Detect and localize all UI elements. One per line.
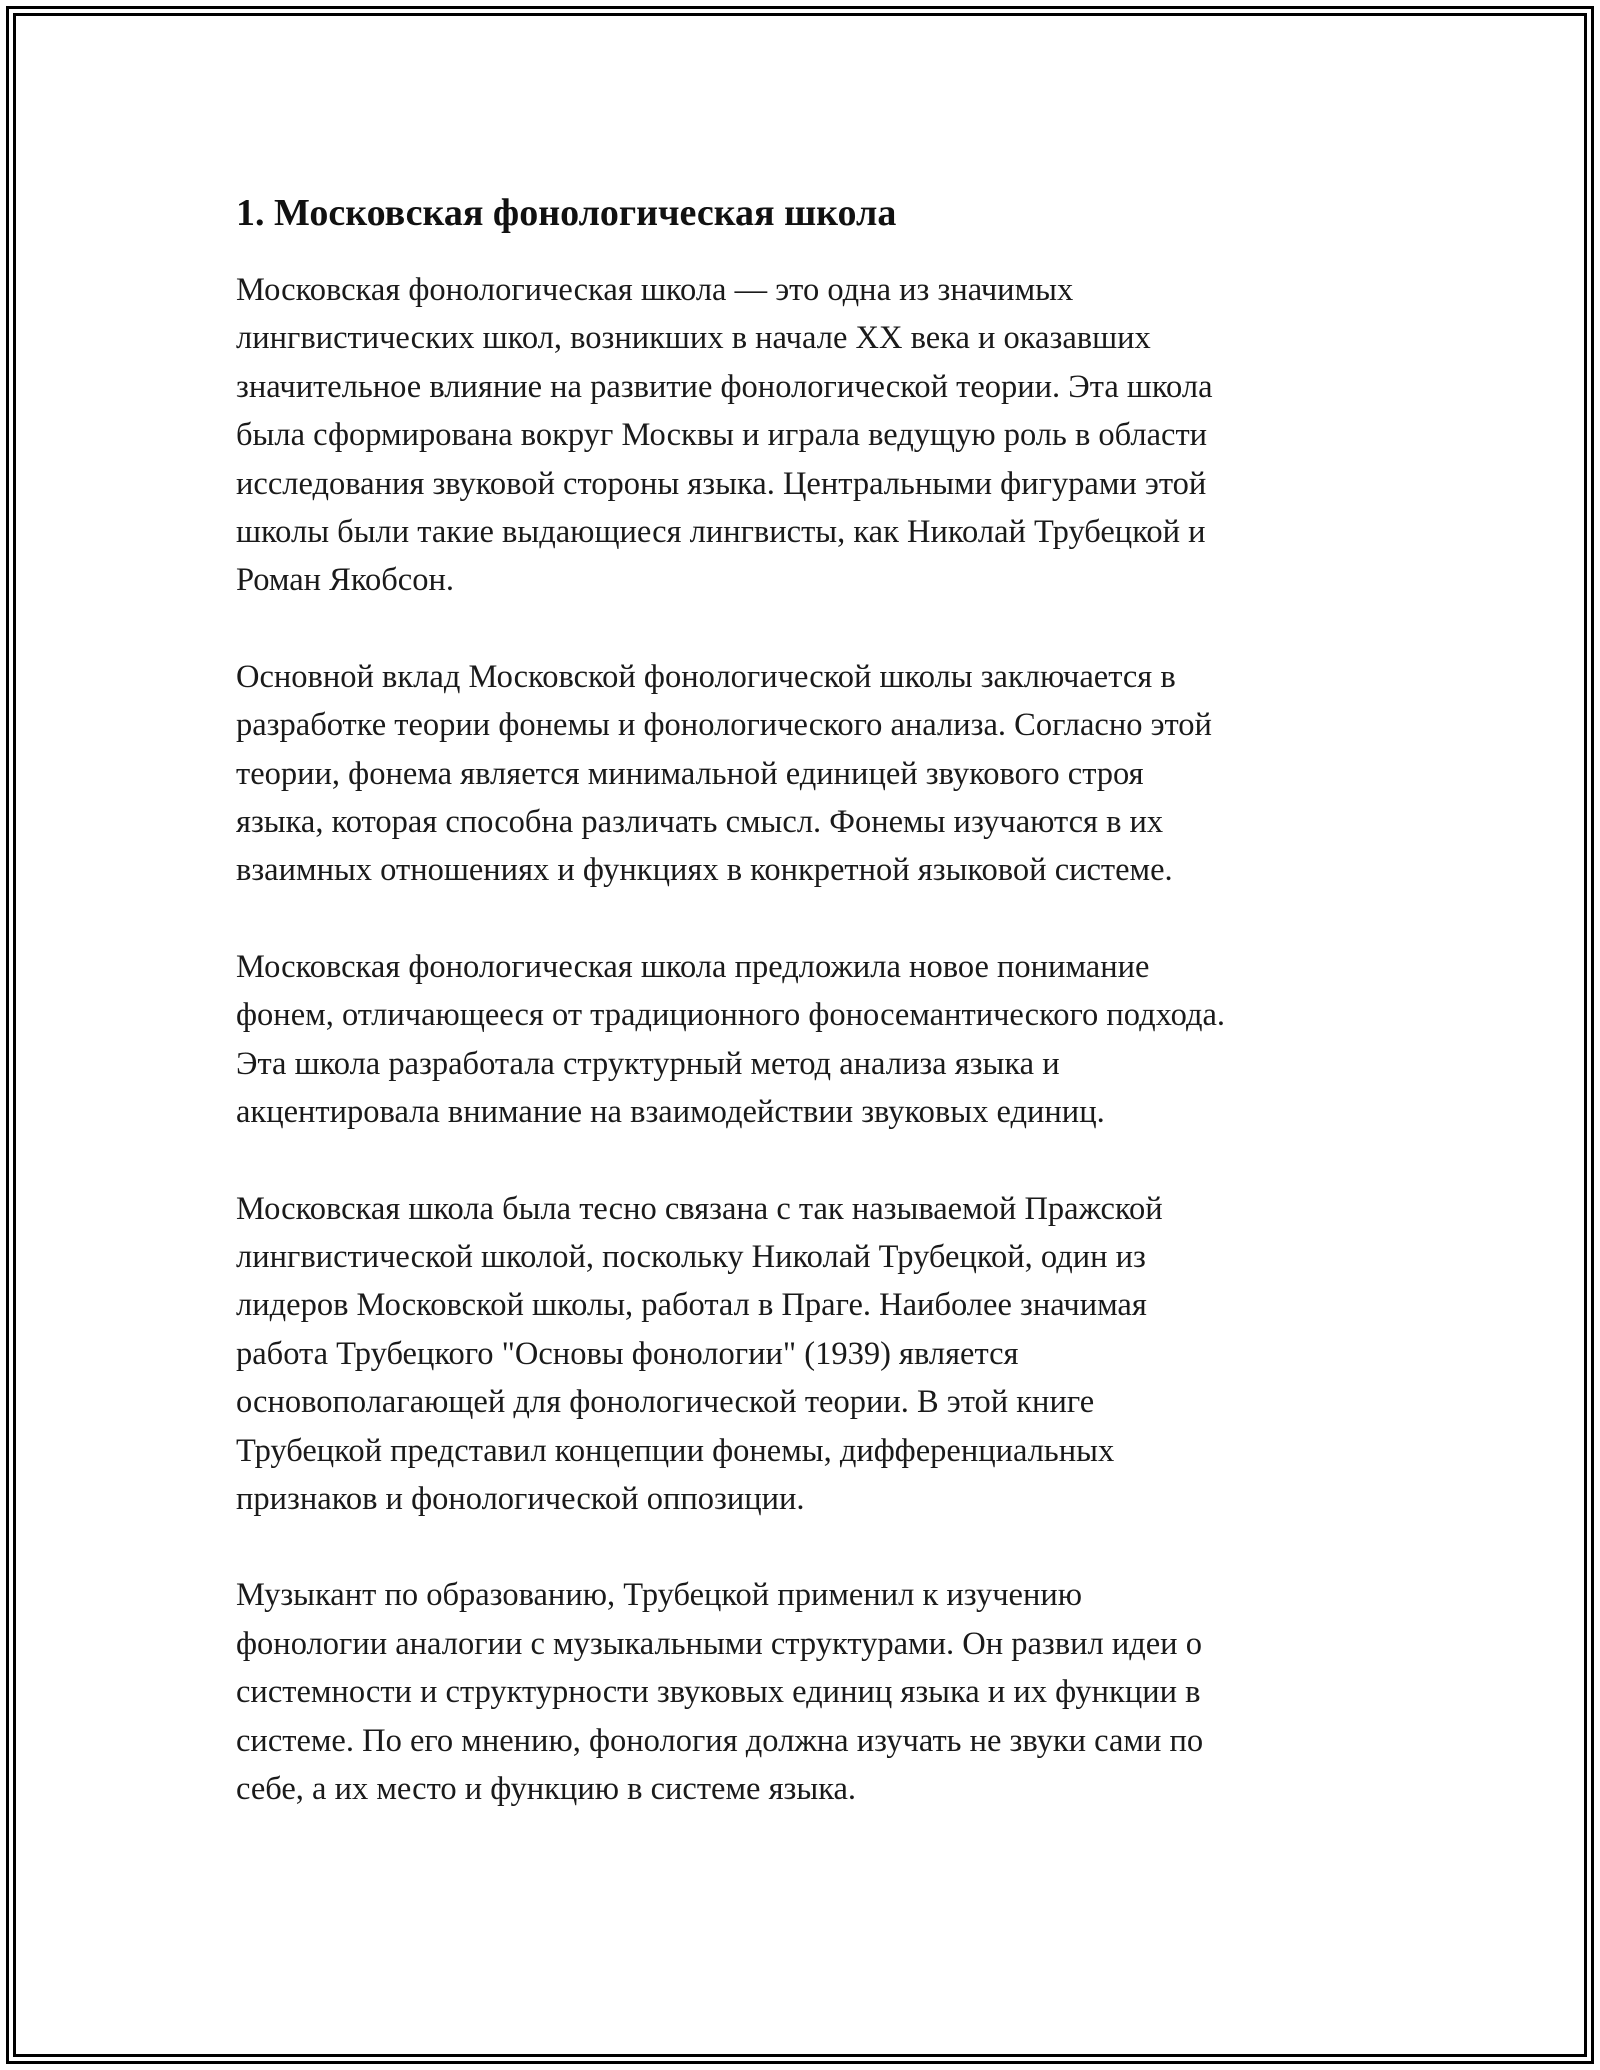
paragraph-5: Музыкант по образованию, Трубецкой применил к изучению фонологии аналогии с музыкальными структурами. Он развил идеи о системности и структурности звуковых единиц языка и их функции в системе. По его мнению, фонология должна изучать не звуки сами по себе, а их место и функцию в системе языка. xyxy=(236,1577,1204,1807)
paragraph-1: Московская фонологическая школа — это одна из значимых лингвистических школ, возникших в начале XX века и оказавших значительное влияние на развитие фонологической теории. Эта школа была сформирована вокруг Москвы и играла ведущую роль в области исследования звуковой стороны языка. Центральными фигурами этой школы были такие выдающиеся лингвисты, как Николай Трубецкой и Роман Якобсон. xyxy=(236,272,1213,599)
paragraph-2: Основной вклад Московской фонологической школы заключается в разработке теории фонемы и фонологического анализа. Согласно этой теории, фонема является минимальной единицей звукового строя языка, которая способна различать смысл. Фонемы изучаются в их взаимных отношениях и функциях в конкретной языковой системе. xyxy=(236,658,1212,889)
section-heading: 1. Московская фонологическая школа xyxy=(236,192,897,234)
document-body xyxy=(236,186,1376,1861)
paragraph-4: Московская школа была тесно связана с так называемой Пражской лингвистической школой, поскольку Николай Трубецкой, один из лидеров Московской школы, работал в Праге. Наиболее значимая работа Трубецкого "Основы фонологии" (1939) является основополагающей для фонологической теории. В этой книге Трубецкой представил концепции фонемы, дифференциальных признаков и фонологической оппозиции. xyxy=(236,1190,1163,1517)
paragraph-3: Московская фонологическая школа предложила новое понимание фонем, отличающееся от традиционного фоносемантического подхода. Эта школа разработала структурный метод анализа языка и акцентировала внимание на взаимодействии звуковых единиц. xyxy=(236,948,1226,1131)
